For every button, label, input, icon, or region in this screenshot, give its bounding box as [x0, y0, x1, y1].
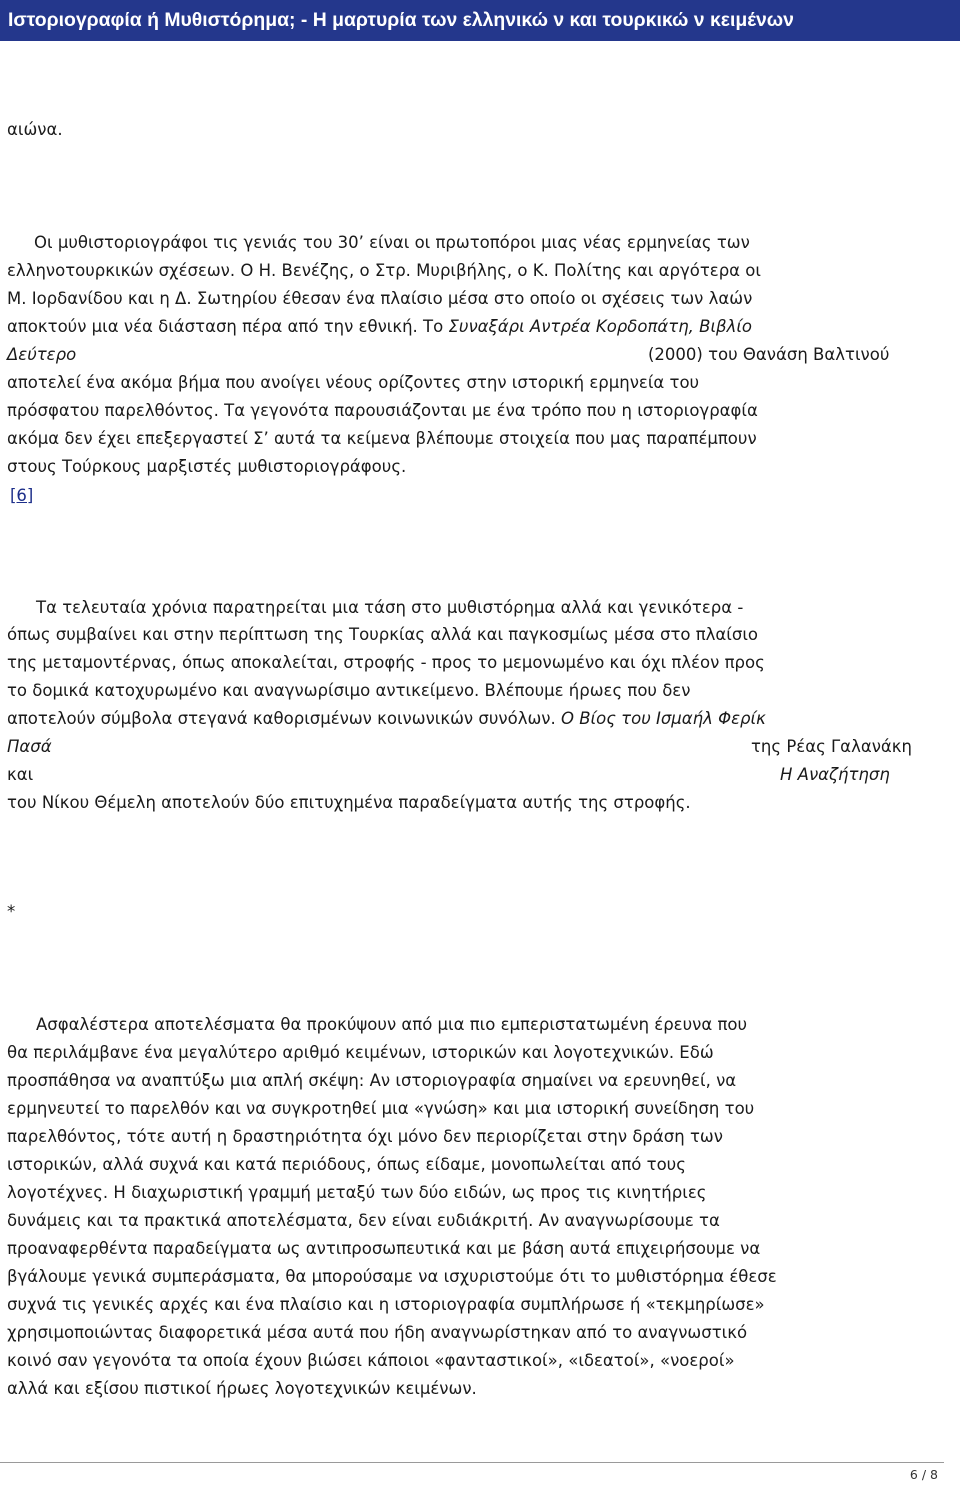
paragraph-line: ακόμα δεν έχει επεξεργαστεί Σ’ αυτά τα κείμενα βλέπουμε στοιχεία που μας παραπέμπουν: [7, 429, 757, 448]
paragraph-line: θα περιλάμβανε ένα μεγαλύτερο αριθμό κειμένων, ιστορικών και λογοτεχνικών. Εδώ: [7, 1043, 714, 1062]
paragraph-line: Μ. Ιορδανίδου και η Δ. Σωτηρίου έθεσαν ένα πλαίσιο μέσα στο οποίο οι σχέσεις των λαών: [7, 289, 753, 308]
paragraph-line: του Νίκου Θέμελη αποτελούν δύο επιτυχημένα παραδείγματα αυτής της στροφής.: [7, 793, 691, 812]
section-separator: *: [7, 902, 16, 921]
paragraph-line: προαναφερθέντα παραδείγματα ως αντιπροσωπευτικά και με βάση αυτά επιχειρήσουμε να: [7, 1239, 761, 1258]
paragraph-line: συχνά τις γενικές αρχές και ένα πλαίσιο και η ιστοριογραφία συμπλήρωσε ή «τεκμηρίωσε»: [7, 1295, 765, 1314]
page-number: 6 / 8: [909, 1467, 938, 1482]
paragraph-line: όπως συμβαίνει και στην περίπτωση της Τουρκίας αλλά και παγκοσμίως μέσα στο πλαίσιο: [7, 625, 759, 644]
footer-divider: [0, 1462, 944, 1463]
paragraph-line: ερμηνευτεί το παρελθόν και να συγκροτηθεί μια «γνώση» και μια ιστορική συνείδηση του: [7, 1099, 755, 1118]
paragraph-line: ελληνοτουρκικών σχέσεων. Ο Η. Βενέζης, ο Στρ. Μυριβήλης, ο Κ. Πολίτης και αργότερα οι: [7, 261, 761, 280]
paragraph-line: [7, 707, 766, 731]
paragraph-line: Τα τελευταία χρόνια παρατηρείται μια τάση στο μυθιστόρημα αλλά και γενικότερα -: [36, 598, 744, 617]
paragraph-line: αιώνα.: [7, 120, 63, 139]
paragraph-line: στους Τούρκους μαρξιστές μυθιστοριογράφους.: [7, 457, 407, 476]
sentence-text: Το: [417, 317, 449, 336]
paragraph-line: αλλά και εξίσου πιστικοί ήρωες λογοτεχνικών κειμένων.: [7, 1379, 477, 1398]
paragraph-line: χρησιμοποιώντας διαφορετικά μέσα αυτά που ήδη αναγνωρίστηκαν από το αναγνωστικό: [7, 1323, 748, 1342]
document-header-title: Ιστοριογραφία ή Μυθιστόρημα; - Η μαρτυρία των ελληνικώ ν και τουρκικώ ν κειμένων: [0, 0, 960, 41]
paragraph-line: κοινό σαν γεγονότα τα οποία έχουν βιώσει κάποιοι «φανταστικοί», «ιδεατοί», «νοεροί»: [7, 1351, 735, 1370]
paragraph-line: της Ρέας Γαλανάκη: [751, 737, 912, 756]
sentence-text: αποτελούν σύμβολα στεγανά καθορισμένων κοινωνικών συνόλων.: [7, 709, 556, 728]
paragraph-line: πρόσφατου παρελθόντος. Τα γεγονότα παρουσιάζονται με ένα τρόπο που η ιστοριογραφία: [7, 401, 758, 420]
sentence-text: αποκτούν μια νέα διάσταση πέρα από την εθνική.: [7, 317, 418, 336]
paragraph-line: προσπάθησα να αναπτύξω μια απλή σκέψη: Αν ιστοριογραφία σημαίνει να ερευνηθεί, να: [7, 1071, 737, 1090]
paragraph-line: της μεταμοντέρνας, όπως αποκαλείται, στροφής - προς το μεμονωμένο και όχι πλέον προς: [7, 653, 765, 672]
paragraph-line: και: [7, 765, 34, 784]
paragraph-line: δυνάμεις και τα πρακτικά αποτελέσματα, δεν είναι ευδιάκριτή. Αν αναγνωρίσουμε τα: [7, 1211, 720, 1230]
book-title: Συναξάρι Αντρέα Κορδοπάτη, Βιβλίο: [448, 317, 753, 336]
book-title: Ο Βίος του Ισμαήλ Φερίκ: [561, 709, 766, 728]
paragraph-line: το δομικά κατοχυρωμένο και αναγνωρίσιμο αντικείμενο. Βλέπουμε ήρωες που δεν: [7, 681, 691, 700]
paragraph-line: λογοτέχνες. Η διαχωριστική γραμμή μεταξύ των δύο ειδών, ως προς τις κινητήριες: [7, 1183, 707, 1202]
paragraph-line: [7, 315, 752, 339]
paragraph-line: Ασφαλέστερα αποτελέσματα θα προκύψουν από μια πιο εμπεριστατωμένη έρευνα που: [36, 1015, 748, 1034]
paragraph-line: αποτελεί ένα ακόμα βήμα που ανοίγει νέους ορίζοντες στην ιστορική ερμηνεία του: [7, 373, 700, 392]
footnote-reference-link[interactable]: [6]: [10, 486, 34, 505]
paragraph-line: ιστορικών, αλλά συχνά και κατά περιόδους, όπως είδαμε, μονοπωλείται από τους: [7, 1155, 686, 1174]
paragraph-line: (2000) του Θανάση Βαλτινού: [648, 345, 890, 364]
paragraph-line: Οι μυθιστοριογράφοι τις γενιάς του 30’ είναι οι πρωτοπόροι μιας νέας ερμηνείας των: [34, 233, 750, 252]
book-title: Η Αναζήτηση: [780, 765, 890, 784]
book-title: Πασά: [7, 737, 52, 756]
paragraph-line: βγάλουμε γενικά συμπεράσματα, θα μπορούσαμε να ισχυριστούμε ότι το μυθιστόρημα έθεσε: [7, 1267, 777, 1286]
paragraph-line: παρελθόντος, τότε αυτή η δραστηριότητα όχι μόνο δεν περιορίζεται στην δράση των: [7, 1127, 723, 1146]
book-title: Δεύτερο: [7, 345, 77, 364]
